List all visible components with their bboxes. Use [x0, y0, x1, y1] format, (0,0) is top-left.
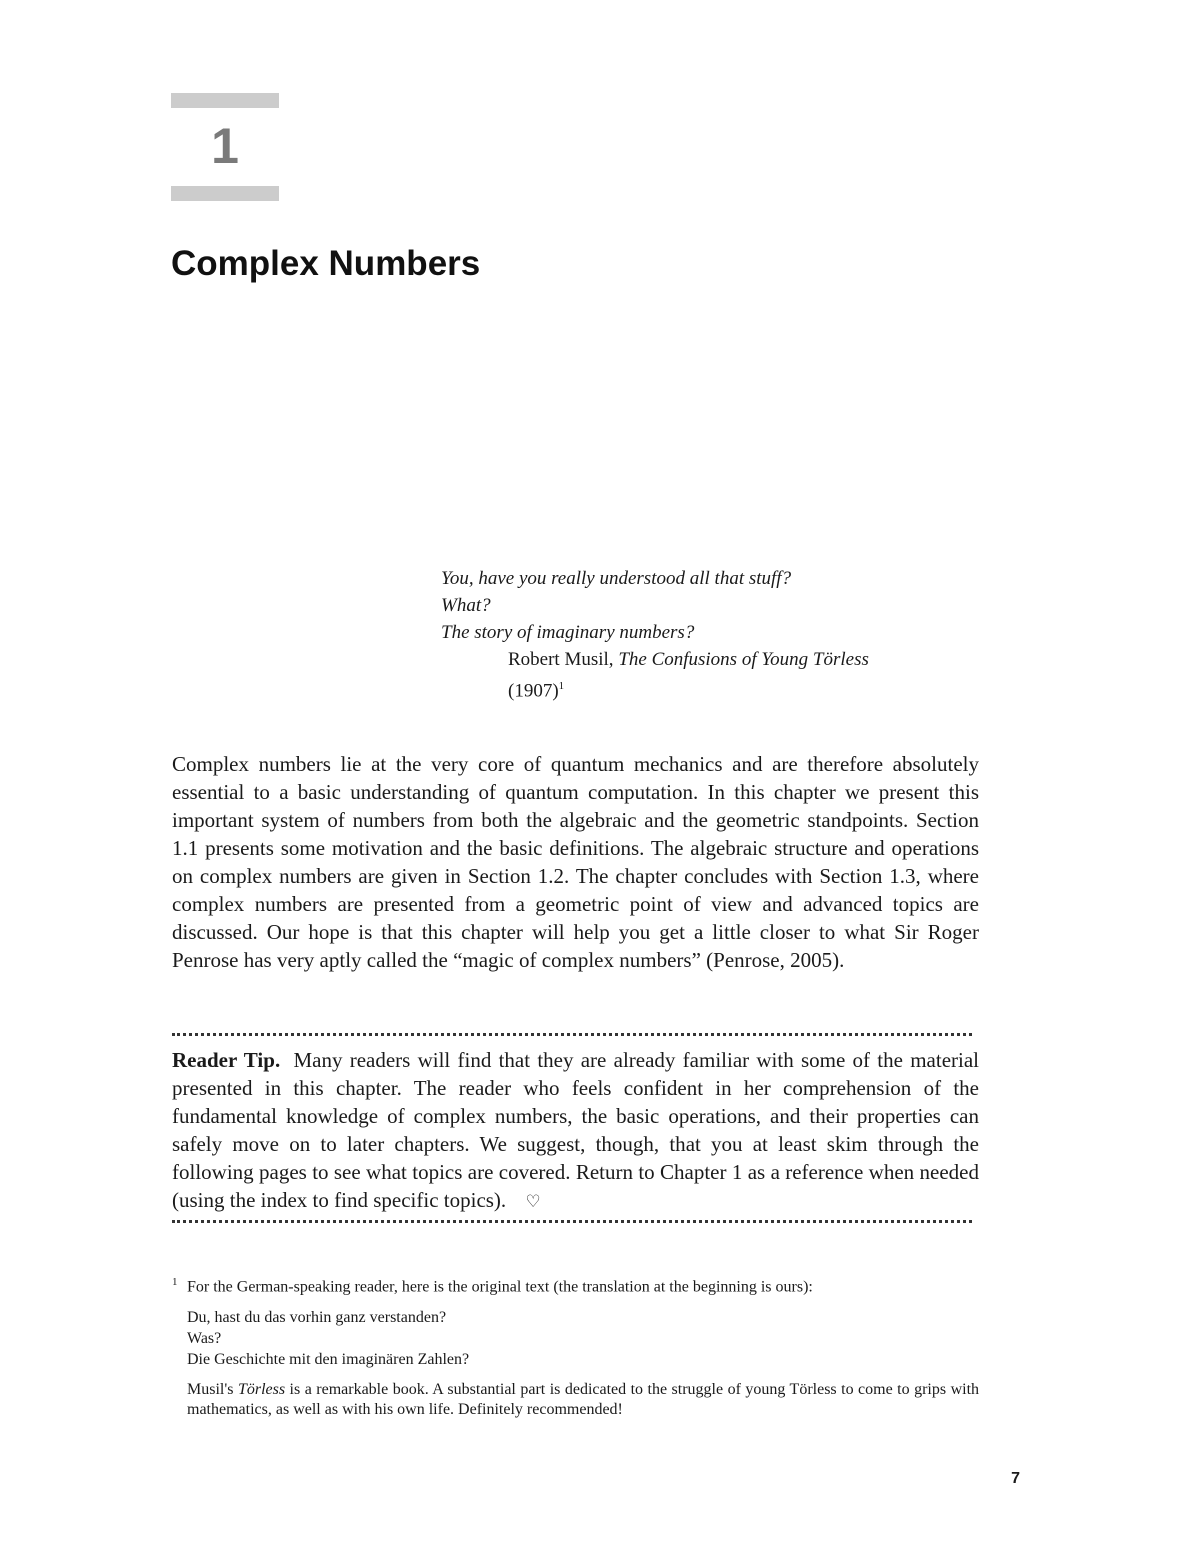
epigraph-author: Robert Musil,: [508, 649, 614, 670]
chapter-title: Complex Numbers: [171, 244, 481, 283]
reader-tip-text: Many readers will find that they are already familiar with some of the material presented in this chapter. The reader who feels confident in her comprehension of the fundamental knowledge of complex numbers, the basic operations, and their properties can safely move on to later chapters. We suggest, though, that you at least skim through the following pages to see what topics are covered. Return to Chapter 1 as a reference when needed (using the index to find specific topics).: [172, 1048, 979, 1212]
heart-icon: ♡: [525, 1192, 541, 1211]
footnote-mark: 1: [172, 1276, 178, 1288]
footnote-note-title: Törless: [237, 1381, 286, 1399]
german-line: Was?: [187, 1330, 222, 1348]
reader-tip-rule-top: [172, 1033, 972, 1036]
epigraph: [441, 565, 911, 704]
german-line: Du, hast du das vorhin ganz verstanden?: [187, 1309, 447, 1327]
chapter-number: 1: [211, 118, 239, 174]
footnote: [172, 1272, 979, 1420]
reader-tip: [172, 1046, 979, 1216]
footnote-german-quote: [187, 1307, 979, 1370]
epigraph-line: You, have you really understood all that stuff?: [441, 568, 792, 589]
footnote-note-author: Musil's: [187, 1381, 234, 1399]
epigraph-line: The story of imaginary numbers?: [441, 622, 695, 643]
intro-paragraph: Complex numbers lie at the very core of quantum mechanics and are therefore absolutely essential to a basic understanding of quantum computation. In this chapter we present this important system of numbers from both the algebraic and the geometric standpoints. Section 1.1 presents some motivation and the basic definitions. The algebraic structure and operations on complex numbers are given in Section 1.2. The chapter concludes with Section 1.3, where complex numbers are presented from a geometric point of view and advanced topics are discussed. Our hope is that this chapter will help you get a little closer to what Sir Roger Penrose has very aptly called the “magic of complex numbers” (Penrose, 2005).: [172, 752, 979, 972]
footnote-reference[interactable]: 1: [558, 680, 565, 692]
page-number: 7: [1011, 1470, 1020, 1487]
footnote-note: [187, 1380, 979, 1420]
epigraph-work-title: The Confusions of Young Törless: [618, 649, 869, 670]
reader-tip-rule-bottom: [172, 1220, 972, 1223]
epigraph-year: (1907): [508, 680, 559, 702]
reader-tip-label: Reader Tip.: [172, 1048, 281, 1072]
chapter-number-bar-top: [171, 93, 279, 108]
epigraph-line: What?: [441, 595, 491, 616]
footnote-intro-text: For the German-speaking reader, here is the original text (the translation at the beginning is ours):: [187, 1278, 813, 1296]
footnote-intro: [172, 1272, 979, 1297]
chapter-number-bar-bottom: [171, 186, 279, 201]
footnote-note-text: is a remarkable book. A substantial part is dedicated to the struggle of young Törless to come to grips with mathematics, as well as with his own life. Definitely recommended!: [187, 1381, 980, 1419]
german-line: Die Geschichte mit den imaginären Zahlen?: [187, 1351, 470, 1369]
epigraph-attribution: [508, 646, 911, 704]
